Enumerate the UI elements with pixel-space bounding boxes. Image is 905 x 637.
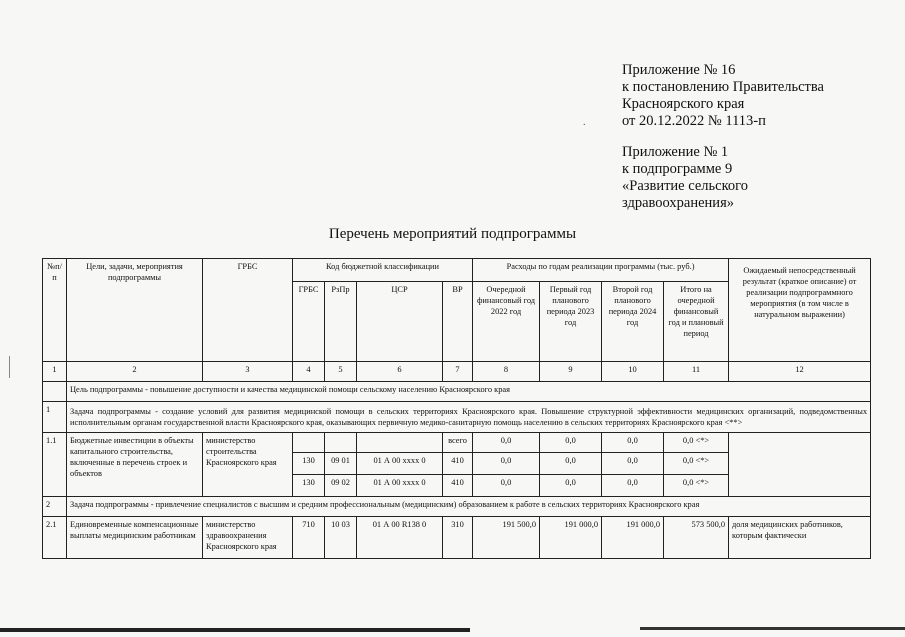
appendix16-title: Приложение № 16 [622, 62, 736, 78]
index-cell: 5 [325, 362, 357, 382]
item11-row-0901: 130 09 01 01 А 00 xxxx 0 410 0,0 0,0 0,0 0,0 <*> [43, 453, 871, 475]
task2-row [43, 497, 871, 517]
appendix1-line2: к подпрограмме 9 [622, 161, 733, 177]
header-goals: Цели, задачи, мероприятия подпрограммы [67, 259, 203, 362]
appendix1-title: Приложение № 1 [622, 144, 729, 160]
goal-row [43, 382, 871, 402]
index-cell: 10 [602, 362, 664, 382]
item11-row-0902: 130 09 02 01 А 00 xxxx 0 410 0,0 0,0 0,0 0,0 <*> [43, 475, 871, 497]
task1-row [43, 402, 871, 433]
task2-text: Задача подпрограммы - привлечение специалистов с высшим и средним профессиональным (медицинским) образованием к работе в сельских территориях Красноярского края [67, 497, 871, 517]
appendix16-line4: от 20.12.2022 № 1113-п [622, 113, 766, 129]
appendix1-line3: «Развитие сельского [622, 178, 748, 194]
document-title: Перечень мероприятий подпрограммы [328, 226, 577, 242]
item11-num: 1.1 [43, 433, 67, 497]
scan-bottom-edge [0, 628, 470, 632]
index-cell: 4 [293, 362, 325, 382]
subheader-2024: Второй год планового периода 2024 год [602, 282, 664, 362]
header-grbs: ГРБС [203, 259, 293, 362]
header-num: №п/п [43, 259, 67, 362]
appendix16-line3: Красноярского края [622, 96, 745, 112]
index-cell: 7 [443, 362, 473, 382]
subheader-2023: Первый год планового периода 2023 год [540, 282, 602, 362]
subheader-total: Итого на очередной финансовый год и плановый период [664, 282, 729, 362]
index-cell: 1 [43, 362, 67, 382]
item21-grbs: 710 [293, 517, 325, 559]
subheader-vr: ВР [443, 282, 473, 362]
item21-row [43, 517, 871, 559]
index-cell: 12 [729, 362, 871, 382]
item11-grbs-name: министерство строительства Красноярского края [203, 433, 293, 497]
task2-num: 2 [43, 497, 67, 517]
index-cell: 6 [357, 362, 443, 382]
header-kbk: Код бюджетной классификации [293, 259, 473, 282]
item11-name: Бюджетные инвестиции в объекты капитального строительства, включенные в перечень строек и объектов [67, 433, 203, 497]
index-cell: 2 [67, 362, 203, 382]
subheader-2022: Очередной финансовый год 2022 год [473, 282, 540, 362]
scan-speck: . [583, 117, 586, 128]
item21-num: 2.1 [43, 517, 67, 559]
task1-num: 1 [43, 402, 67, 433]
item21-grbs-name: министерство здравоохранения Красноярского края [203, 517, 293, 559]
item21-rzpr: 10 03 [325, 517, 357, 559]
index-cell: 8 [473, 362, 540, 382]
item21-name: Единовременные компенсационные выплаты медицинским работникам [67, 517, 203, 559]
item21-vr: 310 [443, 517, 473, 559]
item21-2024: 191 000,0 [602, 517, 664, 559]
header-expenses: Расходы по годам реализации программы (тыс. руб.) [473, 259, 729, 282]
item21-2022: 191 500,0 [473, 517, 540, 559]
table-header-row [43, 259, 871, 282]
subheader-grbs: ГРБС [293, 282, 325, 362]
index-row [43, 362, 871, 382]
subheader-csr: ЦСР [357, 282, 443, 362]
scan-margin-mark [9, 356, 10, 378]
item11-result [729, 433, 871, 497]
item21-total: 573 500,0 [664, 517, 729, 559]
scan-bottom-edge-right [640, 627, 905, 630]
goal-text: Цель подпрограммы - повышение доступности и качества медицинской помощи сельскому населению Красноярского края [67, 382, 871, 402]
item11-vr-total: всего [443, 433, 473, 453]
index-cell: 9 [540, 362, 602, 382]
subheader-rzpr: РзПр [325, 282, 357, 362]
index-cell: 3 [203, 362, 293, 382]
appendix1-line4: здравоохранения» [622, 195, 734, 211]
header-appendix-block [622, 62, 824, 212]
item11-row-total: 1.1 Бюджетные инвестиции в объекты капитального строительства, включенные в перечень строек и объектов министерство строительства Красноярского края всего 0,0 0,0 0,0 0,0 <*> [43, 433, 871, 453]
appendix16-line2: к постановлению Правительства [622, 79, 824, 95]
index-cell: 11 [664, 362, 729, 382]
task1-text: Задача подпрограммы - создание условий для развития медицинской помощи в сельских территориях Красноярского края. Повышение структурной эффективности медицинских организаций, подведомственных исполнительным органам государственной власти Красноярского края, оказывающих первичную медико-санитарную помощь населению в сельских территориях Красноярского края <**> [67, 402, 871, 433]
item21-csr: 01 А 00 R138 0 [357, 517, 443, 559]
item21-result: доля медицинских работников, которым фактически [729, 517, 871, 559]
item21-2023: 191 000,0 [540, 517, 602, 559]
header-result: Ожидаемый непосредственный результат (краткое описание) от реализации подпрограммного мероприятия (в том числе в натуральном выражении) [729, 259, 871, 362]
measures-table [42, 258, 871, 559]
